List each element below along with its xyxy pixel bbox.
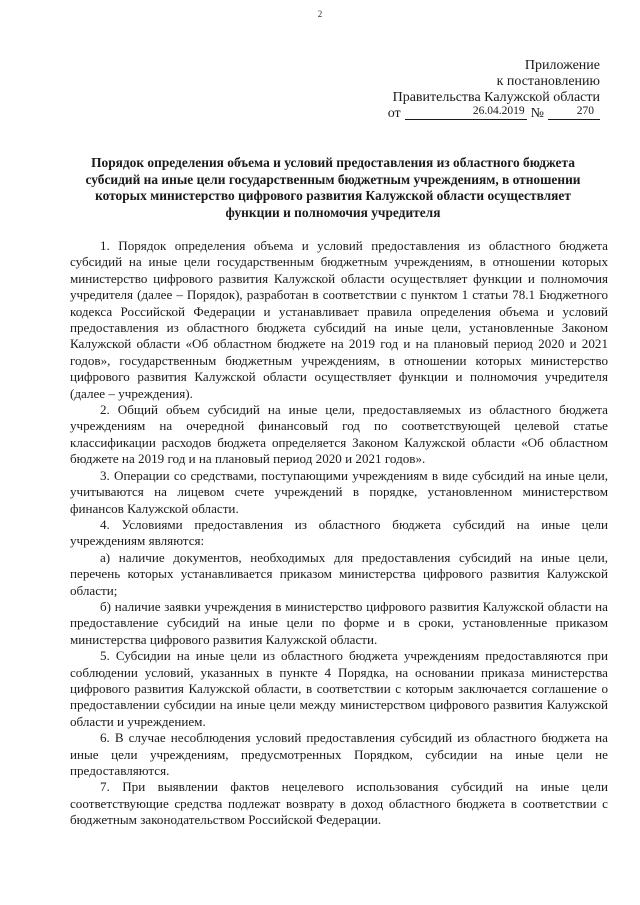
- date-value: 26.04.2019: [472, 105, 525, 117]
- resolution-label: к постановлению: [496, 74, 600, 89]
- paragraph-7: 7. При выявлении фактов нецелевого использования субсидий на иные цели соответствующие средства подлежат возврату в доход областного бюджета в соответствии с бюджетным законодательством Российской Федерации.: [70, 779, 608, 828]
- paragraph-4: 4. Условиями предоставления из областного бюджета субсидий на иные цели учреждениям являются:: [70, 516, 608, 549]
- number-field: [548, 106, 600, 120]
- paragraph-4a: а) наличие документов, необходимых для предоставления субсидий на иные цели, перечень которых устанавливается приказом министерства цифрового развития Калужской области;: [70, 549, 608, 598]
- page-number: 2: [317, 9, 323, 19]
- date-field: [405, 106, 527, 120]
- number-sign: №: [530, 106, 544, 121]
- document-body: [70, 238, 608, 829]
- paragraph-6: 6. В случае несоблюдения условий предоставления субсидий из областного бюджета на иные цели учреждениям, предусмотренных Порядком, субсидии на иные цели не предоставляются.: [70, 730, 608, 778]
- paragraph-5: 5. Субсидии на иные цели из областного бюджета учреждениям предоставляются при соблюдении условий, указанных в пункте 4 Порядка, на основании приказа министерства цифрового развития Калужской области, в соответствии с которым заключается соглашение о предоставлении субсидии на иные цели между министерством цифрового развития Калужской области и учреждением.: [70, 648, 608, 729]
- number-value: 270: [576, 105, 594, 117]
- from-label: от: [387, 106, 401, 121]
- appendix-label: Приложение: [524, 58, 600, 73]
- government-label: Правительства Калужской области: [392, 90, 600, 105]
- paragraph-4b: б) наличие заявки учреждения в министерство цифрового развития Калужской области на предоставление субсидий на иные цели по форме и в сроки, установленные приказом министерства цифрового развития Калужской области.: [70, 598, 608, 647]
- document-title: Порядок определения объема и условий предоставления из областного бюджета субсидий на иные цели государственным бюджетным учреждениям, в отношении которых министерство цифрового развития Калужской области осуществляет функции и полномочия учредителя: [85, 155, 581, 220]
- date-number-line: [388, 106, 600, 122]
- appendix-header: [388, 58, 600, 122]
- paragraph-2: 2. Общий объем субсидий на иные цели, предоставляемых из областного бюджета учреждениям на очередной финансовый год по соответствующей целевой статье классификации расходов бюджета определяется Законом Калужской области «Об областном бюджете на 2019 год и на плановый период 2020 и 2021 годов».: [70, 402, 608, 467]
- paragraph-3: 3. Операции со средствами, поступающими учреждениям в виде субсидий на иные цели, учитываются на лицевом счете учреждений в порядке, установленном министерством финансов Калужской области.: [70, 467, 608, 516]
- paragraph-1: 1. Порядок определения объема и условий предоставления из областного бюджета субсидий на иные цели государственным бюджетным учреждениям, в отношении которых министерство цифрового развития Калужской области осуществляет функции и полномочия учредителя (далее – Порядок), разработан в соответствии с пунктом 1 статьи 78.1 Бюджетного кодекса Российской Федерации и устанавливает правила определения объема и условий предоставления из областного бюджета субсидий на иные цели, установленные Законом Калужской области «Об областном бюджете на 2019 год и на плановый период 2020 и 2021 годов», государственным бюджетным учреждениям, в отношении которых министерство цифрового развития Калужской области осуществляет функции и полномочия учредителя (далее – учреждения).: [70, 238, 608, 401]
